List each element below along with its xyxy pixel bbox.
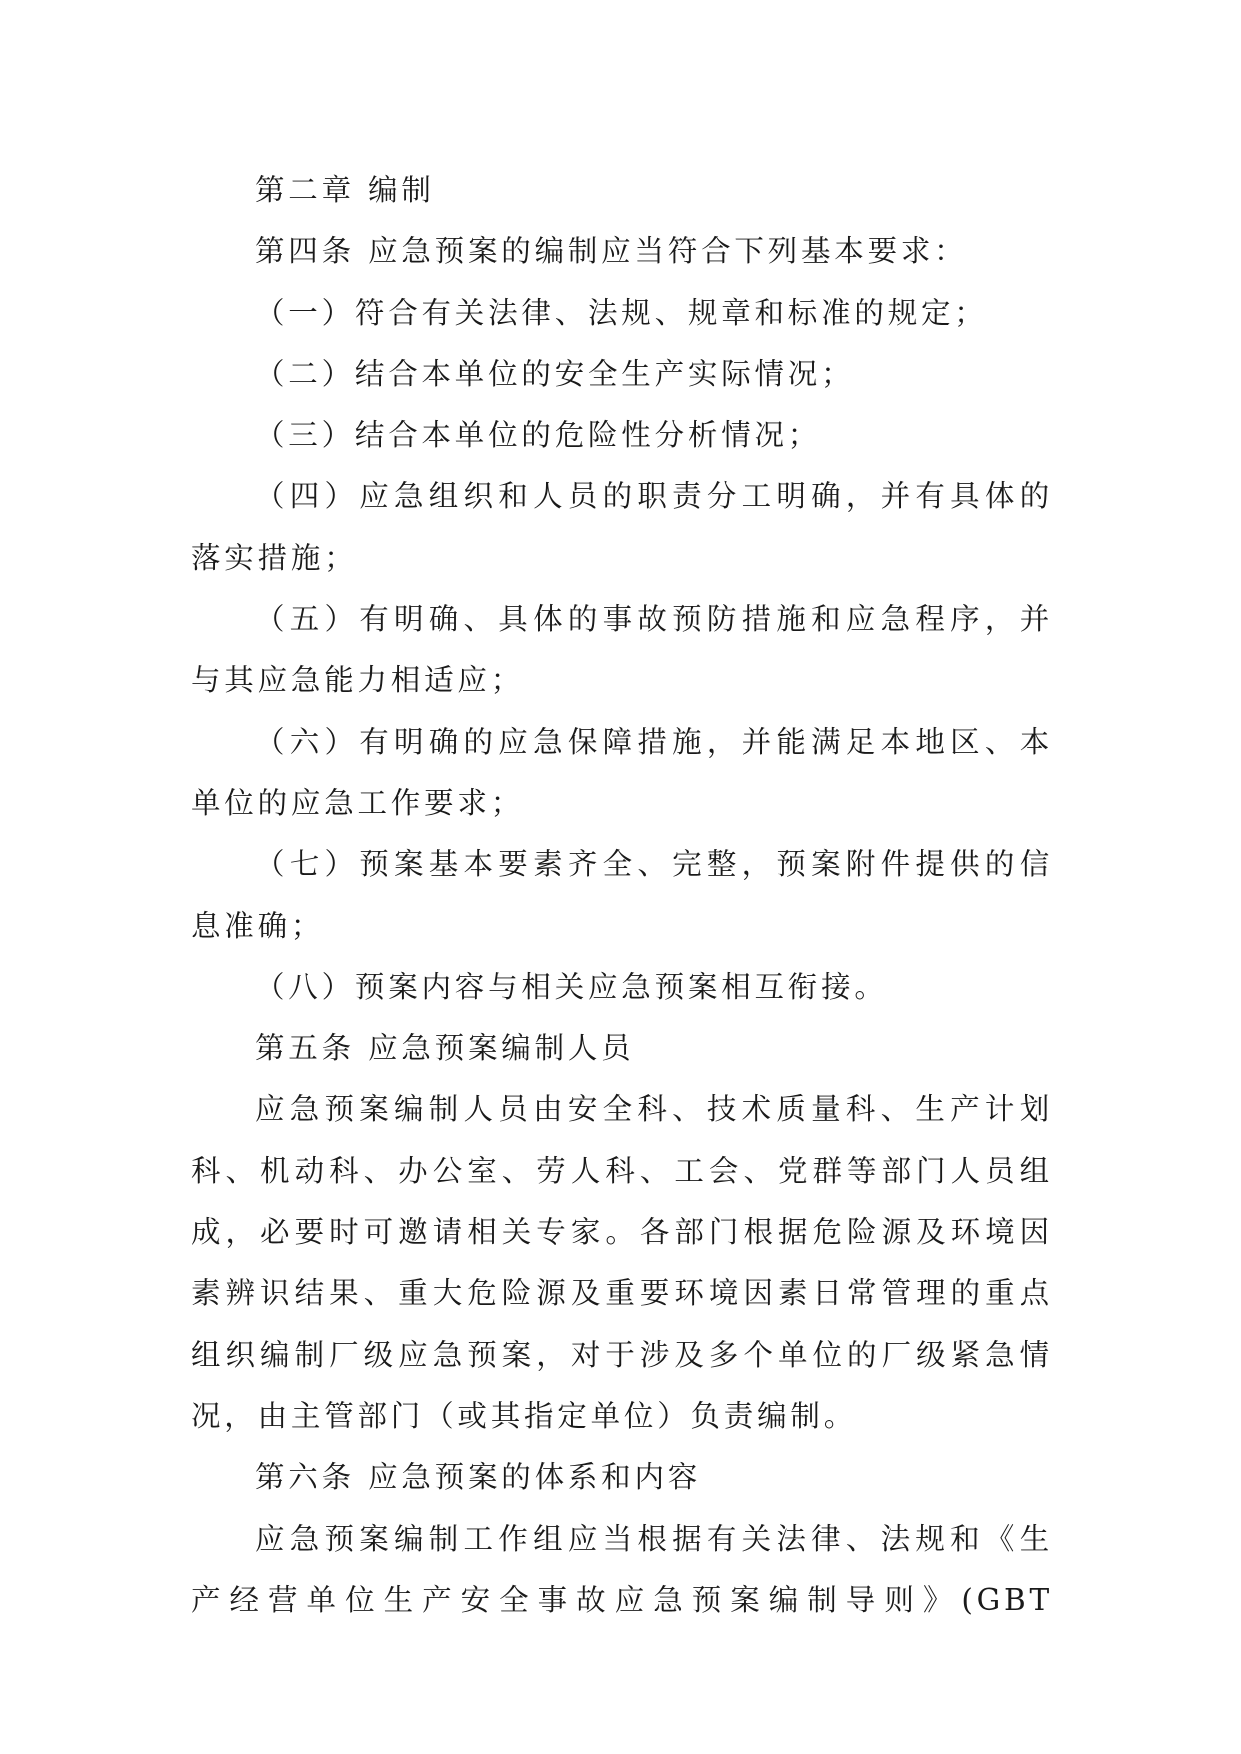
article-5-heading: 第五条 应急预案编制人员 [255,1031,635,1066]
article-4-heading: 第四条 应急预案的编制应当符合下列基本要求： [255,234,968,269]
article-6-heading: 第六条 应急预案的体系和内容 [255,1460,702,1495]
requirement-item-3: （三）结合本单位的危险性分析情况； [255,418,822,453]
article-6-body: 应急预案编制工作组应当根据有关法律、法规和《生产经营单位生产安全事故应急预案编制导则》(GBT [191,1521,1053,1617]
requirement-item-7: （七）预案基本要素齐全、完整，预案附件提供的信息准确； [191,847,1053,943]
article-5-body: 应急预案编制人员由安全科、技术质量科、生产计划科、机动科、办公室、劳人科、工会、党群等部门人员组成，必要时可邀请相关专家。各部门根据危险源及环境因素辨识结果、重大危险源及重要环境因素日常管理的重点组织编制厂级应急预案，对于涉及多个单位的厂级紧急情况，由主管部门（或其指定单位）负责编制。 [191,1092,1053,1433]
requirement-item-5: （五）有明确、具体的事故预防措施和应急程序，并与其应急能力相适应； [191,602,1053,698]
chapter-heading: 第二章 编制 [255,173,435,207]
document-body [191,160,1053,1631]
requirement-item-2: （二）结合本单位的安全生产实际情况； [255,356,855,391]
requirement-item-1: （一）符合有关法律、法规、规章和标准的规定； [255,295,988,330]
requirement-item-4: （四）应急组织和人员的职责分工明确，并有具体的落实措施； [191,479,1053,575]
requirement-item-8: （八）预案内容与相关应急预案相互衔接。 [255,969,888,1004]
requirement-item-6: （六）有明确的应急保障措施，并能满足本地区、本单位的应急工作要求； [191,724,1053,820]
